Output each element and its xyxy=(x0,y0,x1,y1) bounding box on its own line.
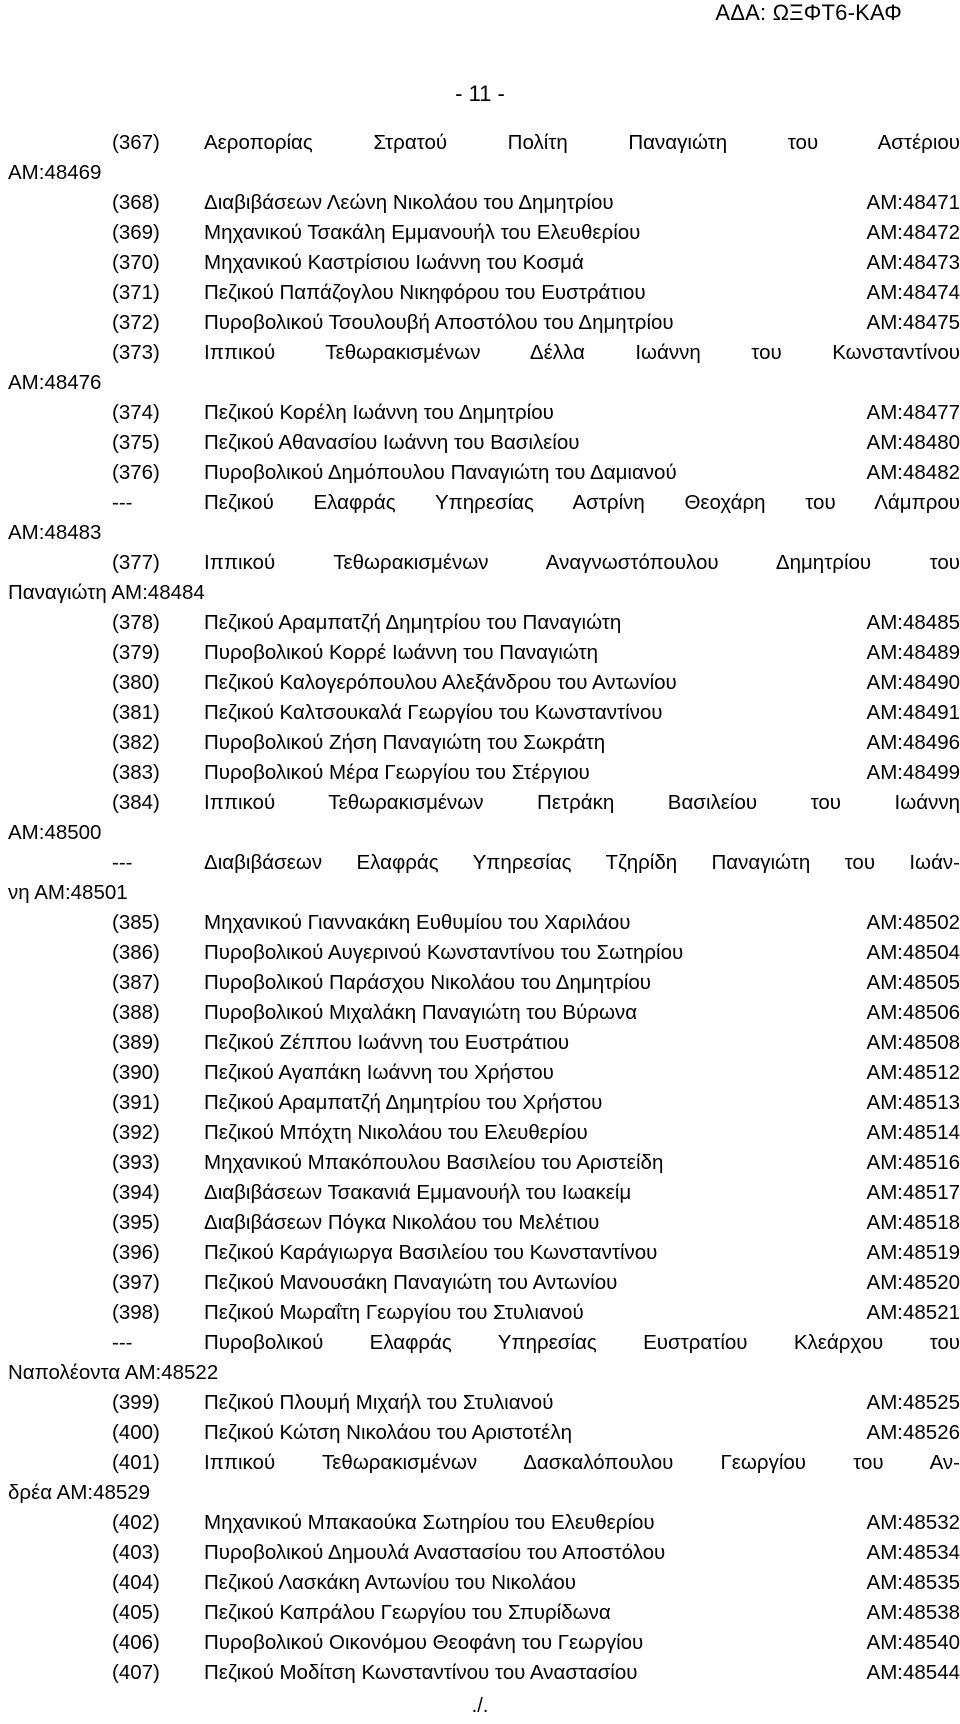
entry-number: (402) xyxy=(112,1511,160,1534)
list-item-continuation xyxy=(8,1360,960,1390)
list-item xyxy=(8,400,960,430)
entry-number: (396) xyxy=(112,1241,160,1264)
list-item-continuation xyxy=(8,820,960,850)
entry-continuation: Ναπολέοντα ΑΜ:48522 xyxy=(8,1361,219,1384)
entry-text: Πεζικού Ζέππου Ιωάννη του Ευστράτιου xyxy=(204,1031,570,1054)
list-item xyxy=(8,970,960,1000)
list-item xyxy=(8,550,960,580)
entry-number: (400) xyxy=(112,1421,160,1444)
entry-continuation: ΑΜ:48483 xyxy=(8,521,102,544)
entry-number: (395) xyxy=(112,1211,160,1234)
entry-number: (387) xyxy=(112,971,160,994)
list-item xyxy=(8,1270,960,1300)
entry-am-number: ΑΜ:48535 xyxy=(866,1571,960,1594)
list-item xyxy=(8,760,960,790)
list-item xyxy=(8,460,960,490)
entry-text: Διαβιβάσεων Τσακανιά Εμμανουήλ του Ιωακείμ xyxy=(204,1181,632,1204)
list-item xyxy=(8,790,960,820)
entry-number: (392) xyxy=(112,1121,160,1144)
list-item xyxy=(8,1180,960,1210)
entry-text: Πυροβολικού Μιχαλάκη Παναγιώτη του Βύρωνα xyxy=(204,1001,638,1024)
list-item xyxy=(8,1030,960,1060)
entry-text: Πυροβολικού Μέρα Γεωργίου του Στέργιου xyxy=(204,761,590,784)
entry-text: Πεζικού Αγαπάκη Ιωάννη του Χρήστου xyxy=(204,1061,554,1084)
entry-number: (377) xyxy=(112,551,160,574)
entry-number: (378) xyxy=(112,611,160,634)
entry-number: (376) xyxy=(112,461,160,484)
list-item xyxy=(8,610,960,640)
entry-am-number: ΑΜ:48525 xyxy=(866,1391,960,1414)
entry-text: Πεζικού Κώτση Νικολάου του Αριστοτέλη xyxy=(204,1421,572,1444)
list-item-continuation xyxy=(8,370,960,400)
list-item xyxy=(8,1390,960,1420)
entry-text: Πεζικού Μπόχτη Νικολάου του Ελευθερίου xyxy=(204,1121,588,1144)
list-item xyxy=(8,1120,960,1150)
list-item xyxy=(8,1510,960,1540)
entry-text: Πεζικού Μοδίτση Κωνσταντίνου του Αναστασίου xyxy=(204,1661,638,1684)
entry-text: Πυροβολικού Δημουλά Αναστασίου του Αποστόλου xyxy=(204,1541,666,1564)
entry-text: Ιππικού Τεθωρακισμένων Δέλλα Ιωάννη του Κωνσταντίνου xyxy=(204,341,960,364)
entry-number: --- xyxy=(112,1331,133,1354)
entry-number: (367) xyxy=(112,131,160,154)
entry-text: Ιππικού Τεθωρακισμένων Πετράκη Βασιλείου του Ιωάννη xyxy=(204,791,960,814)
entry-am-number: ΑΜ:48491 xyxy=(866,701,960,724)
list-item xyxy=(8,1000,960,1030)
entry-number: --- xyxy=(112,851,133,874)
entry-text: Μηχανικού Τσακάλη Εμμανουήλ του Ελευθερίου xyxy=(204,221,641,244)
entry-text: Μηχανικού Μπακόπουλου Βασιλείου του Αριστείδη xyxy=(204,1151,664,1174)
page-number: - 11 - xyxy=(455,81,505,106)
entry-text: Πεζικού Καράγιωργα Βασιλείου του Κωνσταντίνου xyxy=(204,1241,658,1264)
list-item-continuation xyxy=(8,160,960,190)
list-item xyxy=(8,340,960,370)
entry-number: (401) xyxy=(112,1451,160,1474)
entry-am-number: ΑΜ:48520 xyxy=(866,1271,960,1294)
entry-continuation: ΑΜ:48476 xyxy=(8,371,102,394)
list-item xyxy=(8,220,960,250)
entry-number: (370) xyxy=(112,251,160,274)
entry-number: (406) xyxy=(112,1631,160,1654)
entry-text: Πυροβολικού Δημόπουλου Παναγιώτη του Δαμιανού xyxy=(204,461,677,484)
entry-text: Πεζικού Καλτσουκαλά Γεωργίου του Κωνσταντίνου xyxy=(204,701,663,724)
list-item xyxy=(8,430,960,460)
entry-text: Διαβιβάσεων Λεώνη Νικολάου του Δημητρίου xyxy=(204,191,614,214)
entry-number: (386) xyxy=(112,941,160,964)
list-item xyxy=(8,1090,960,1120)
list-item xyxy=(8,310,960,340)
entry-text: Πυροβολικού Ζήση Παναγιώτη του Σωκράτη xyxy=(204,731,606,754)
list-item xyxy=(8,1300,960,1330)
entry-am-number: ΑΜ:48532 xyxy=(866,1511,960,1534)
entry-am-number: ΑΜ:48490 xyxy=(866,671,960,694)
entry-text: Πεζικού Μανουσάκη Παναγιώτη του Αντωνίου xyxy=(204,1271,618,1294)
entry-am-number: ΑΜ:48508 xyxy=(866,1031,960,1054)
entry-number: (372) xyxy=(112,311,160,334)
entry-text: Πεζικού Αραμπατζή Δημητρίου του Χρήστου xyxy=(204,1091,603,1114)
list-item xyxy=(8,700,960,730)
entry-text: Πεζικού Καλογερόπουλου Αλεξάνδρου του Αντωνίου xyxy=(204,671,677,694)
list-item xyxy=(8,1660,960,1690)
entry-am-number: ΑΜ:48471 xyxy=(866,191,960,214)
entry-number: (371) xyxy=(112,281,160,304)
entry-text: Πεζικού Κορέλη Ιωάννη του Δημητρίου xyxy=(204,401,554,424)
entry-am-number: ΑΜ:48505 xyxy=(866,971,960,994)
entry-text: Διαβιβάσεων Ελαφράς Υπηρεσίας Τζηρίδη Παναγιώτη του Ιωάν- xyxy=(204,851,960,874)
entry-number: (399) xyxy=(112,1391,160,1414)
entry-number: (385) xyxy=(112,911,160,934)
entry-am-number: ΑΜ:48480 xyxy=(866,431,960,454)
entry-am-number: ΑΜ:48534 xyxy=(866,1541,960,1564)
entry-am-number: ΑΜ:48474 xyxy=(866,281,960,304)
entry-text: Πυροβολικού Τσουλουβή Αποστόλου του Δημητρίου xyxy=(204,311,674,334)
list-item-continuation xyxy=(8,1480,960,1510)
entry-number: (373) xyxy=(112,341,160,364)
entry-am-number: ΑΜ:48496 xyxy=(866,731,960,754)
entry-number: (405) xyxy=(112,1601,160,1624)
entry-number: (383) xyxy=(112,761,160,784)
entry-number: (407) xyxy=(112,1661,160,1684)
entry-number: --- xyxy=(112,491,133,514)
entry-text: Πεζικού Παπάζογλου Νικηφόρου του Ευστράτιου xyxy=(204,281,646,304)
list-item xyxy=(8,1570,960,1600)
list-item-continuation xyxy=(8,580,960,610)
entry-number: (391) xyxy=(112,1091,160,1114)
entry-number: (389) xyxy=(112,1031,160,1054)
list-item xyxy=(8,1450,960,1480)
entry-text: Πυροβολικού Παράσχου Νικολάου του Δημητρίου xyxy=(204,971,652,994)
entry-number: (380) xyxy=(112,671,160,694)
entry-am-number: ΑΜ:48504 xyxy=(866,941,960,964)
entry-am-number: ΑΜ:48516 xyxy=(866,1151,960,1174)
entry-number: (382) xyxy=(112,731,160,754)
entry-number: (375) xyxy=(112,431,160,454)
entry-continuation: δρέα ΑΜ:48529 xyxy=(8,1481,151,1504)
entry-text: Πυροβολικού Κορρέ Ιωάννη του Παναγιώτη xyxy=(204,641,599,664)
entry-am-number: ΑΜ:48489 xyxy=(866,641,960,664)
entry-number: (393) xyxy=(112,1151,160,1174)
entry-am-number: ΑΜ:48473 xyxy=(866,251,960,274)
list-item xyxy=(8,1600,960,1630)
list-item xyxy=(8,850,960,880)
entry-am-number: ΑΜ:48538 xyxy=(866,1601,960,1624)
entry-number: (379) xyxy=(112,641,160,664)
entry-number: (394) xyxy=(112,1181,160,1204)
list-item xyxy=(8,1150,960,1180)
entry-number: (374) xyxy=(112,401,160,424)
entry-number: (381) xyxy=(112,701,160,724)
entry-number: (404) xyxy=(112,1571,160,1594)
list-item xyxy=(8,250,960,280)
entry-am-number: ΑΜ:48518 xyxy=(866,1211,960,1234)
entry-number: (397) xyxy=(112,1271,160,1294)
entry-number: (384) xyxy=(112,791,160,814)
entry-am-number: ΑΜ:48513 xyxy=(866,1091,960,1114)
entry-am-number: ΑΜ:48514 xyxy=(866,1121,960,1144)
entry-continuation: νη ΑΜ:48501 xyxy=(8,881,128,904)
entry-am-number: ΑΜ:48506 xyxy=(866,1001,960,1024)
list-item xyxy=(8,910,960,940)
entry-text: Ιππικού Τεθωρακισμένων Αναγνωστόπουλου Δημητρίου του xyxy=(204,551,960,574)
list-item xyxy=(8,190,960,220)
list-item xyxy=(8,280,960,310)
entry-am-number: ΑΜ:48519 xyxy=(866,1241,960,1264)
entry-continuation: ΑΜ:48469 xyxy=(8,161,102,184)
list-item-continuation xyxy=(8,880,960,910)
list-item xyxy=(8,670,960,700)
entry-text: Αεροπορίας Στρατού Πολίτη Παναγιώτη του Αστέριου xyxy=(204,131,960,154)
entry-text: Πυροβολικού Οικονόμου Θεοφάνη του Γεωργίου xyxy=(204,1631,644,1654)
list-item xyxy=(8,940,960,970)
entry-text: Πυροβολικού Ελαφράς Υπηρεσίας Ευστρατίου Κλεάρχου του xyxy=(204,1331,960,1354)
entry-am-number: ΑΜ:48482 xyxy=(866,461,960,484)
list-item xyxy=(8,1630,960,1660)
entry-am-number: ΑΜ:48517 xyxy=(866,1181,960,1204)
continuation-mark: ./. xyxy=(471,1695,489,1717)
entry-text: Μηχανικού Καστρίσιου Ιωάννη του Κοσμά xyxy=(204,251,584,274)
entry-text: Πεζικού Ελαφράς Υπηρεσίας Αστρίνη Θεοχάρη του Λάμπρου xyxy=(204,491,960,514)
list-item xyxy=(8,640,960,670)
entry-text: Μηχανικού Μπακαούκα Σωτηρίου του Ελευθερίου xyxy=(204,1511,655,1534)
entry-number: (403) xyxy=(112,1541,160,1564)
entry-am-number: ΑΜ:48521 xyxy=(866,1301,960,1324)
entry-am-number: ΑΜ:48526 xyxy=(866,1421,960,1444)
entry-number: (398) xyxy=(112,1301,160,1324)
entry-text: Πεζικού Αραμπατζή Δημητρίου του Παναγιώτη xyxy=(204,611,622,634)
entry-am-number: ΑΜ:48502 xyxy=(866,911,960,934)
entry-continuation: ΑΜ:48500 xyxy=(8,821,102,844)
entry-text: Πυροβολικού Αυγερινού Κωνσταντίνου του Σωτηρίου xyxy=(204,941,684,964)
entry-number: (368) xyxy=(112,191,160,214)
list-item xyxy=(8,1420,960,1450)
list-item xyxy=(8,130,960,160)
list-item-continuation xyxy=(8,520,960,550)
entry-text: Μηχανικού Γιαννακάκη Ευθυμίου του Χαριλάου xyxy=(204,911,631,934)
entry-am-number: ΑΜ:48477 xyxy=(866,401,960,424)
list-item xyxy=(8,1540,960,1570)
entry-text: Πεζικού Καπράλου Γεωργίου του Σπυρίδωνα xyxy=(204,1601,611,1624)
entry-number: (388) xyxy=(112,1001,160,1024)
entry-number: (369) xyxy=(112,221,160,244)
entry-am-number: ΑΜ:48499 xyxy=(866,761,960,784)
entry-am-number: ΑΜ:48472 xyxy=(866,221,960,244)
entry-am-number: ΑΜ:48512 xyxy=(866,1061,960,1084)
entry-am-number: ΑΜ:48544 xyxy=(866,1661,960,1684)
list-item xyxy=(8,1060,960,1090)
entry-text: Πεζικού Αθανασίου Ιωάννη του Βασιλείου xyxy=(204,431,580,454)
list-item xyxy=(8,730,960,760)
entry-list xyxy=(8,130,960,1690)
list-item xyxy=(8,1210,960,1240)
entry-am-number: ΑΜ:48475 xyxy=(866,311,960,334)
entry-text: Πεζικού Μωραΐτη Γεωργίου του Στυλιανού xyxy=(204,1301,584,1324)
document-id: ΑΔΑ: ΩΞΦΤ6-ΚΑΦ xyxy=(715,0,902,25)
entry-text: Διαβιβάσεων Πόγκα Νικολάου του Μελέτιου xyxy=(204,1211,600,1234)
entry-am-number: ΑΜ:48540 xyxy=(866,1631,960,1654)
entry-text: Πεζικού Λασκάκη Αντωνίου του Νικολάου xyxy=(204,1571,576,1594)
list-item xyxy=(8,1240,960,1270)
entry-text: Ιππικού Τεθωρακισμένων Δασκαλόπουλου Γεωργίου του Αν- xyxy=(204,1451,960,1474)
entry-am-number: ΑΜ:48485 xyxy=(866,611,960,634)
entry-number: (390) xyxy=(112,1061,160,1084)
list-item xyxy=(8,490,960,520)
entry-text: Πεζικού Πλουμή Μιχαήλ του Στυλιανού xyxy=(204,1391,554,1414)
entry-continuation: Παναγιώτη ΑΜ:48484 xyxy=(8,581,205,604)
list-item xyxy=(8,1330,960,1360)
